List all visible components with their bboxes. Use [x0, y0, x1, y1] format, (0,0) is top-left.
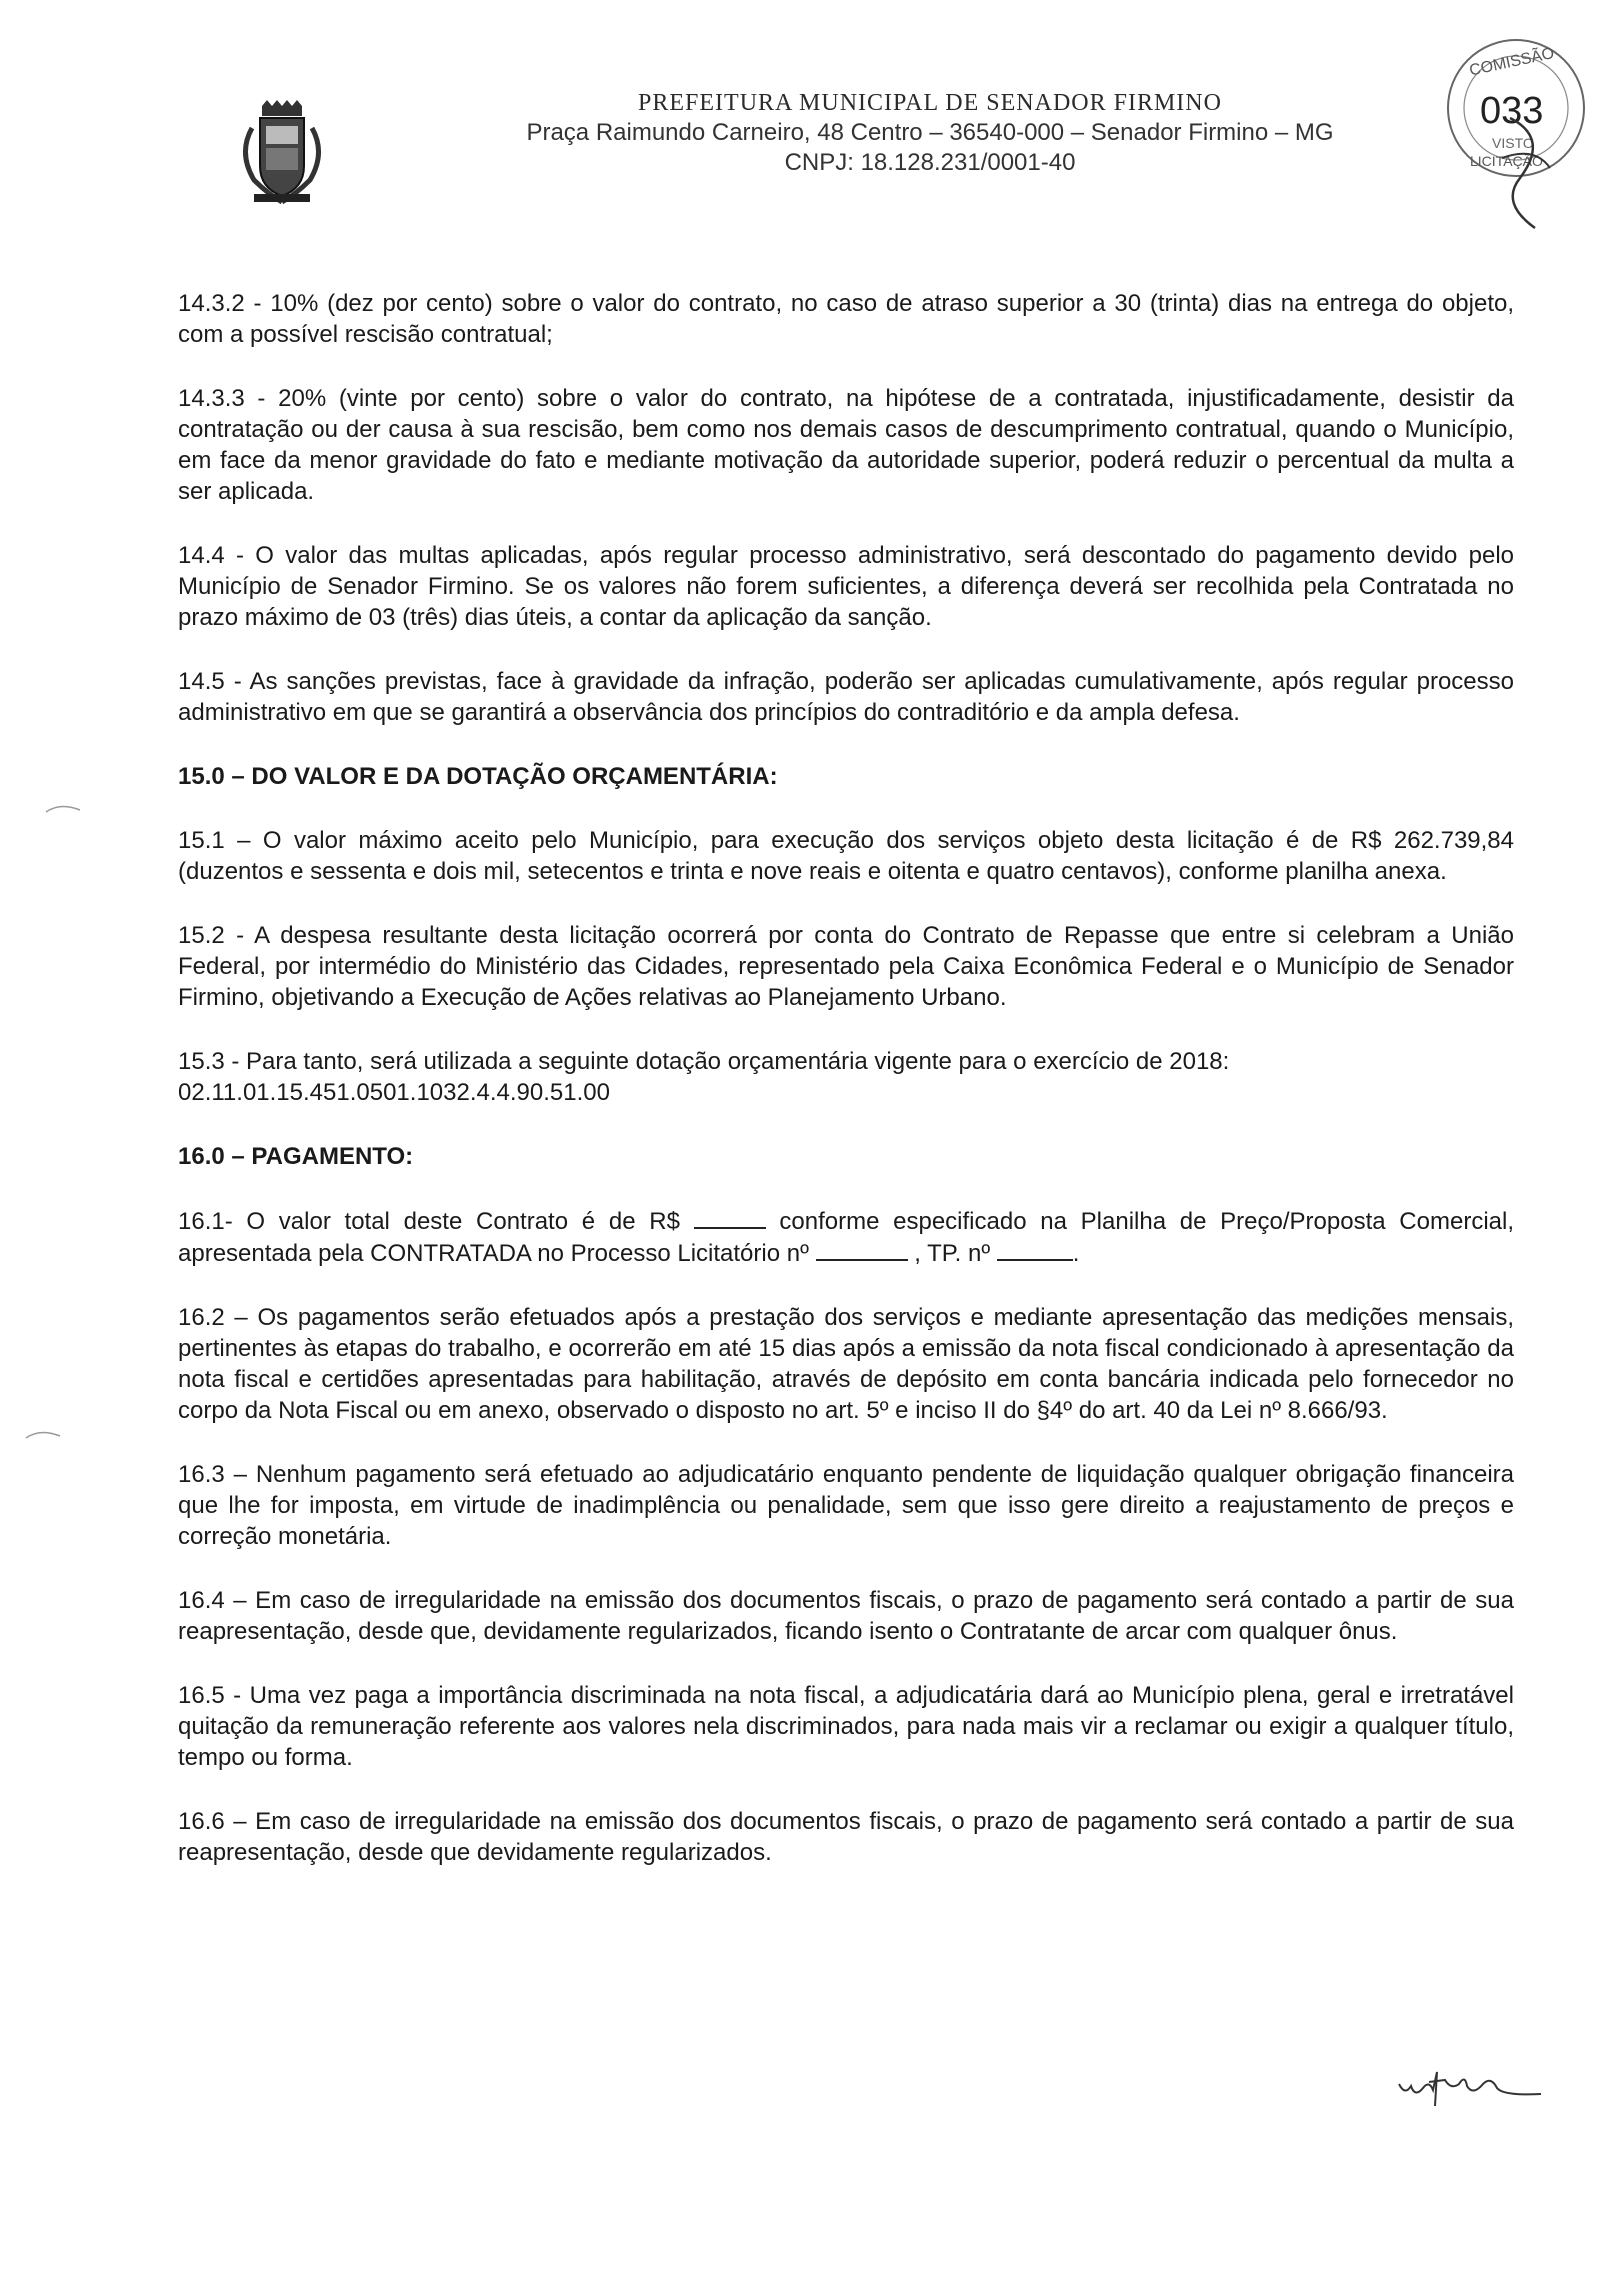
contract-value-blank — [694, 1205, 766, 1229]
clause-16-1 — [178, 1205, 1514, 1269]
clause-16-3: 16.3 – Nenhum pagamento será efetuado ao adjudicatário enquanto pendente de liquidação qualquer obrigação financeira que lhe for imposta, em virtude de inadimplência ou penalidade, sem que isso gere direito a reajustamento de preços e correção monetária. — [178, 1461, 1514, 1550]
letterhead — [0, 78, 1600, 198]
municipality-address: Praça Raimundo Carneiro, 48 Centro – 36540-000 – Senador Firmino – MG — [526, 119, 1334, 146]
coat-of-arms-icon — [232, 98, 332, 208]
clause-16-2: 16.2 – Os pagamentos serão efetuados após a prestação dos serviços e mediante apresentação das medições mensais, pertinentes às etapas do trabalho, e ocorrerão em até 15 dias após a emissão da nota fiscal condicionado à apresentação da nota fiscal e certidões apresentadas para habilitação, através de depósito em conta bancária indicada pelo fornecedor no corpo da Nota Fiscal ou em anexo, observado o disposto no art. 5º e inciso II do §4º do art. 40 da Lei nº 8.666/93. — [178, 1304, 1514, 1424]
process-number-blank — [816, 1237, 908, 1261]
initials-signature — [1395, 2060, 1545, 2110]
clause-16-5: 16.5 - Uma vez paga a importância discriminada na nota fiscal, a adjudicatária dará ao Município plena, geral e irretratável quitação da remuneração referente aos valores nela discriminados, para nada mais vir a reclamar ou exigir a qualquer título, tempo ou forma. — [178, 1682, 1514, 1771]
clause-16-1-part-c: , TP. nº — [914, 1240, 991, 1267]
document-body — [178, 288, 1514, 1901]
budget-allocation-code: 02.11.01.15.451.0501.1032.4.4.90.51.00 — [178, 1079, 610, 1106]
stamp-top-text: COMISSÃO — [1467, 44, 1556, 80]
clause-14-5: 14.5 - As sanções previstas, face à gravidade da infração, poderão ser aplicadas cumulativamente, após regular processo administrativo em que se garantirá a observância dos princípios do contraditório e da ampla defesa. — [178, 668, 1514, 726]
clause-14-4: 14.4 - O valor das multas aplicadas, após regular processo administrativo, será descontado do pagamento devido pelo Município de Senador Firmino. Se os valores não forem suficientes, a diferença deverá ser recolhida pela Contratada no prazo máximo de 03 (três) dias úteis, a contar da aplicação da sanção. — [178, 542, 1514, 631]
clause-16-1-part-a: 16.1- O valor total deste Contrato é de R$ — [178, 1208, 680, 1235]
scan-mark — [24, 1426, 64, 1442]
section-heading-16: 16.0 – PAGAMENTO: — [178, 1143, 414, 1170]
clause-15-3 — [178, 1046, 1514, 1108]
clause-16-1-part-b: conforme especificado na Planilha de Preço/Proposta Comercial, apresentada pela CONTRATADA no Processo Licitatório nº — [178, 1208, 1514, 1267]
clause-14-3-3: 14.3.3 - 20% (vinte por cento) sobre o valor do contrato, na hipótese de a contratada, injustificadamente, desistir da contratação ou der causa à sua rescisão, bem como nos demais casos de descumprimento contratual, quando o Município, em face da menor gravidade do fato e mediante motivação da autoridade superior, poderá reduzir o percentual da multa a ser aplicada. — [178, 385, 1514, 505]
clause-15-2: 15.2 - A despesa resultante desta licitação ocorrerá por conta do Contrato de Repasse que entre si celebram a União Federal, por intermédio do Ministério das Cidades, representado pela Caixa Econômica Federal e o Município de Senador Firmino, objetivando a Execução de Ações relativas ao Planejamento Urbano. — [178, 922, 1514, 1011]
clause-15-1: 15.1 – O valor máximo aceito pelo Município, para execução dos serviços objeto desta licitação é de R$ 262.739,84 (duzentos e sessenta e dois mil, setecentos e trinta e nove reais e oitenta e quatro centavos), conforme planilha anexa. — [178, 827, 1514, 885]
clause-15-3-text: 15.3 - Para tanto, será utilizada a seguinte dotação orçamentária vigente para o exercício de 2018: — [178, 1048, 1230, 1075]
section-heading-15: 15.0 – DO VALOR E DA DOTAÇÃO ORÇAMENTÁRIA: — [178, 763, 778, 790]
municipality-name: PREFEITURA MUNICIPAL DE SENADOR FIRMINO — [638, 90, 1222, 116]
clause-16-6: 16.6 – Em caso de irregularidade na emissão dos documentos fiscais, o prazo de pagamento será contado a partir de sua reapresentação, desde que devidamente regularizados. — [178, 1808, 1514, 1866]
clause-16-4: 16.4 – Em caso de irregularidade na emissão dos documentos fiscais, o prazo de pagamento será contado a partir de sua reapresentação, desde que, devidamente regularizados, ficando isento o Contratante de arcar com qualquer ônus. — [178, 1587, 1514, 1645]
stamp-middle-text: VISTO — [1492, 135, 1534, 151]
tp-number-blank — [997, 1237, 1073, 1261]
clause-16-1-part-d: . — [1072, 1240, 1080, 1267]
commission-stamp — [1440, 28, 1590, 258]
municipality-cnpj: CNPJ: 18.128.231/0001-40 — [784, 149, 1076, 176]
stamp-bottom-text: LICITAÇÃO — [1470, 153, 1543, 169]
stamp-number: 033 — [1480, 90, 1544, 132]
scan-mark — [44, 800, 84, 816]
clause-14-3-2: 14.3.2 - 10% (dez por cento) sobre o valor do contrato, no caso de atraso superior a 30 (trinta) dias na entrega do objeto, com a possível rescisão contratual; — [178, 290, 1514, 348]
